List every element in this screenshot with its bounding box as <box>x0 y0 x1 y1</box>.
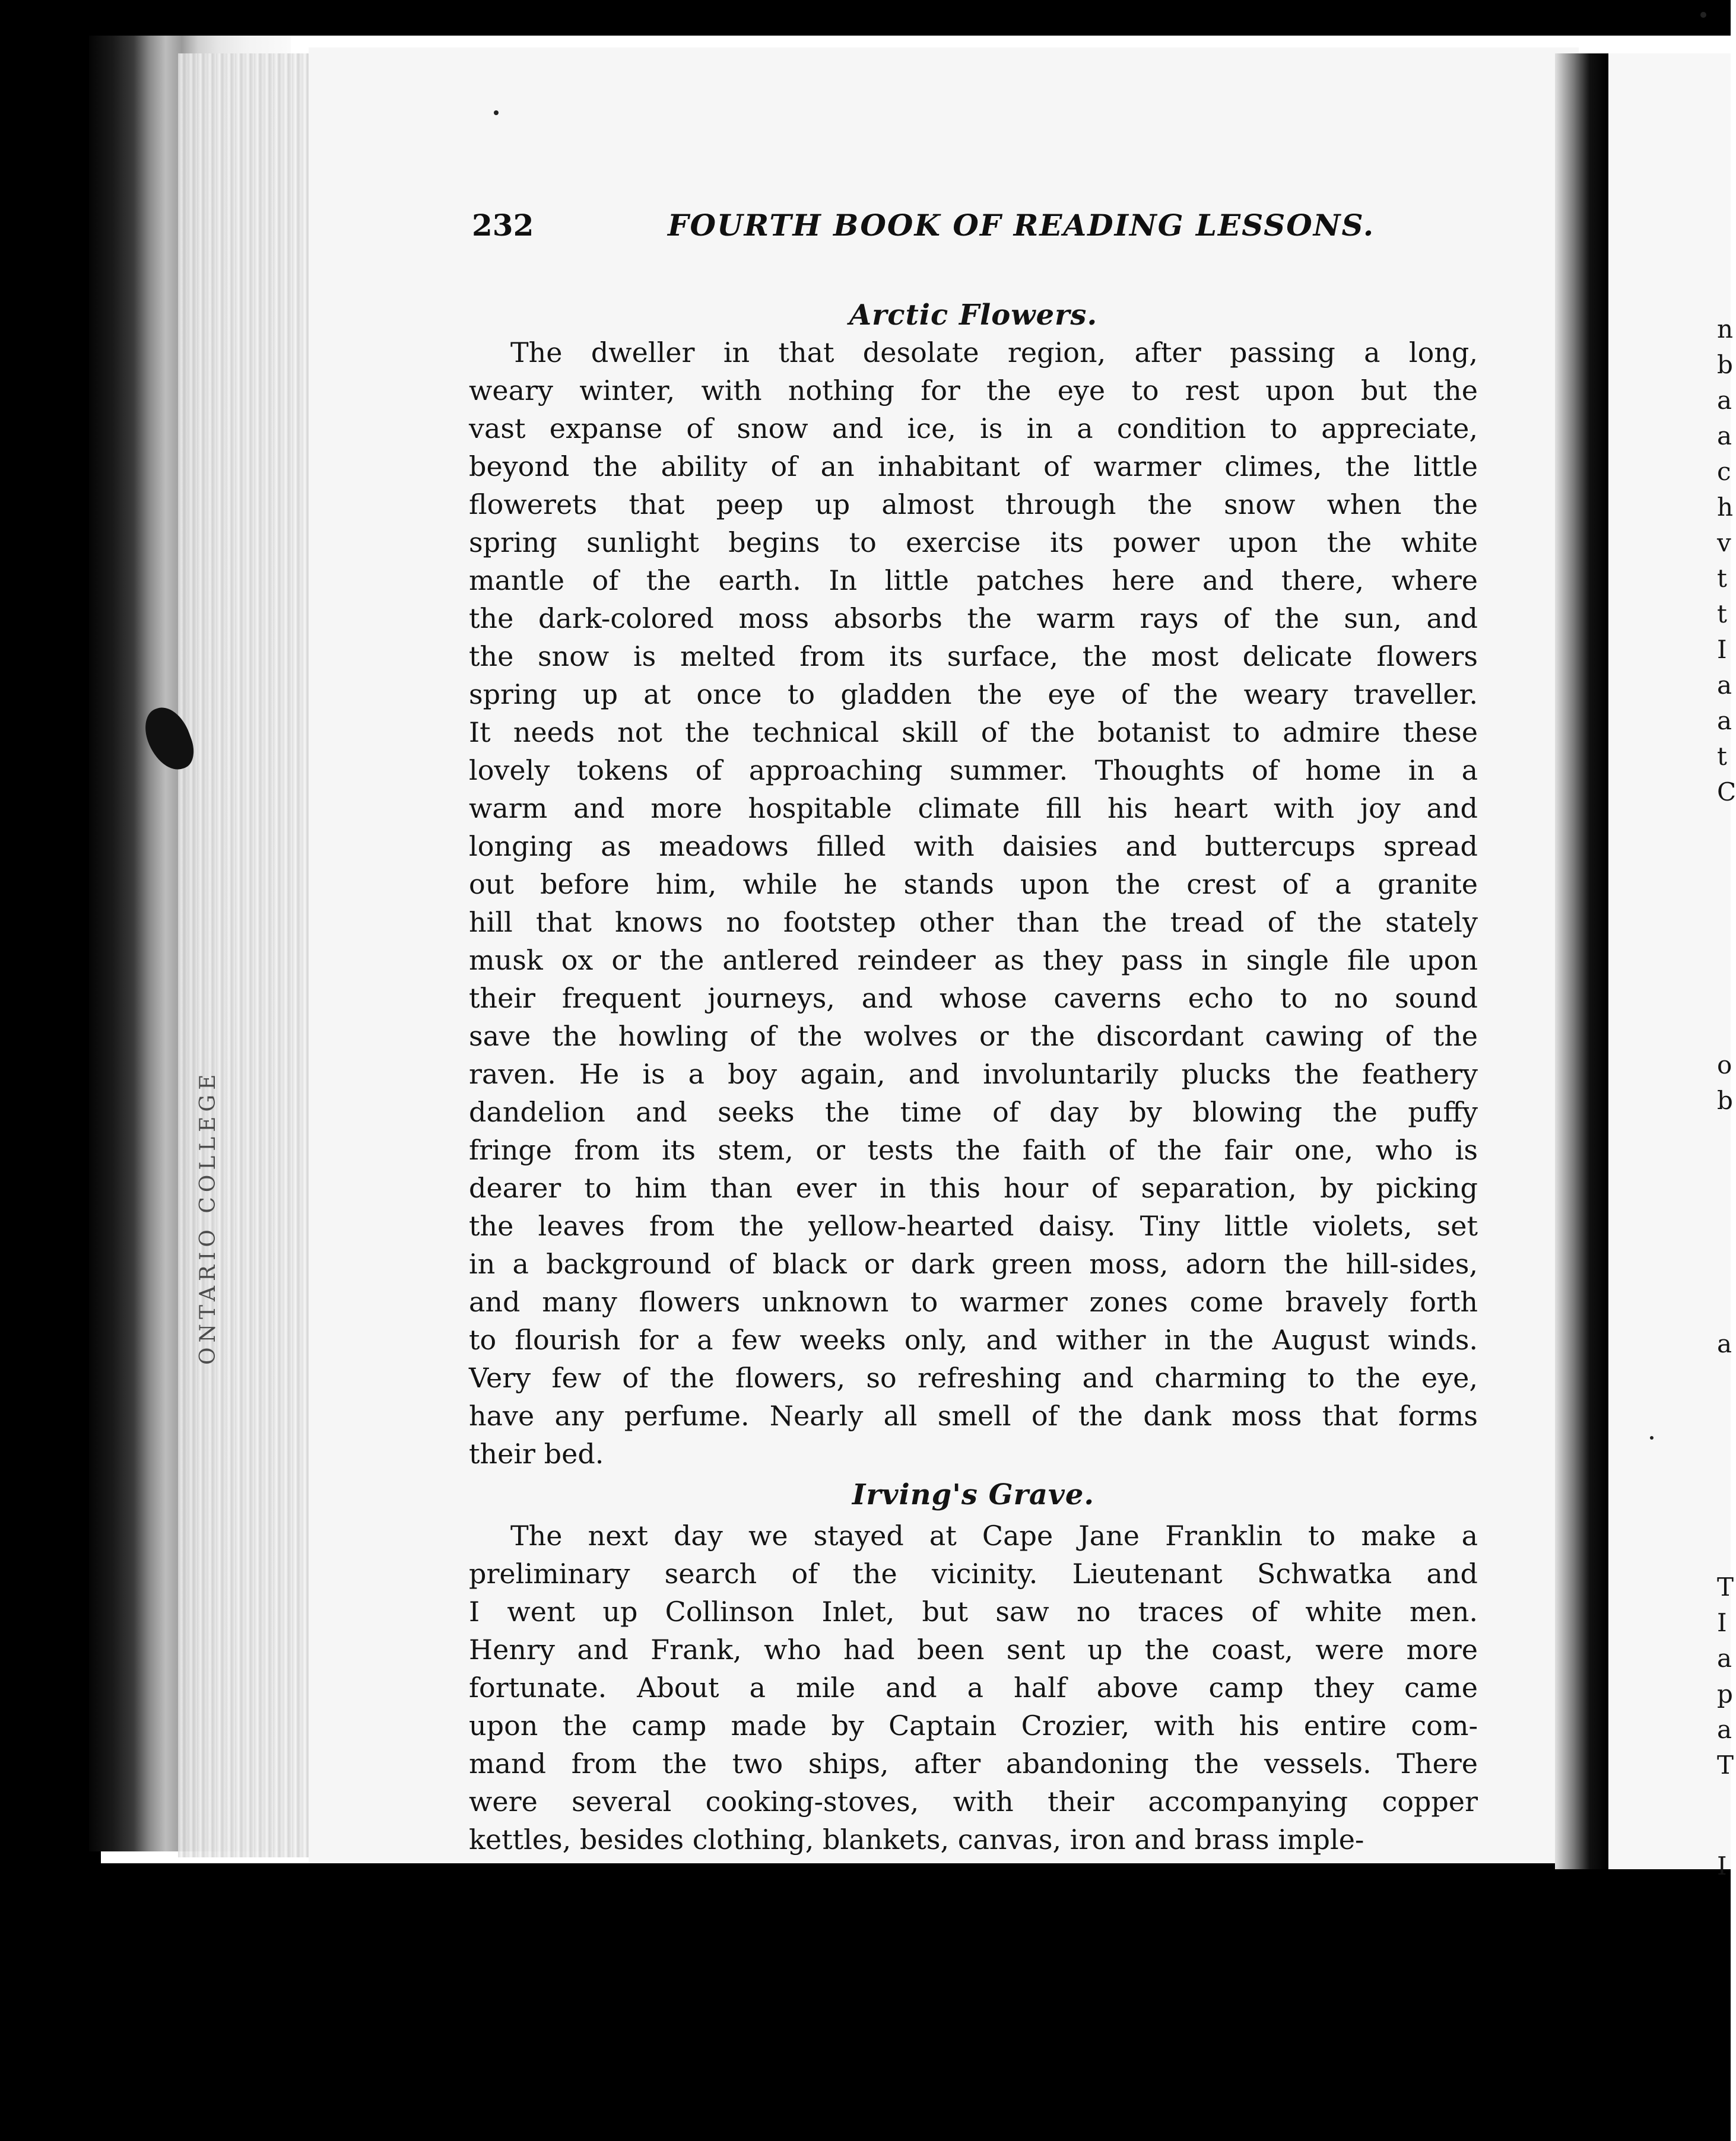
text-line: musk ox or the antlered reindeer as they pass in single file upon <box>469 944 1478 976</box>
text-line: fringe from its stem, or tests the faith of the fair one, who is <box>469 1134 1478 1166</box>
text-line: out before him, while he stands upon the crest of a granite <box>469 868 1478 900</box>
text-line: lovely tokens of approaching summer. Thoughts of home in a <box>469 754 1478 786</box>
section-arctic-flowers <box>469 333 1478 1473</box>
text-line: hill that knows no footstep other than the tread of the stately <box>469 906 1478 938</box>
text-line: in a background of black or dark green moss, adorn the hill-sides, <box>469 1248 1478 1280</box>
text-line: save the howling of the wolves or the discordant cawing of the <box>469 1020 1478 1052</box>
text-line: their bed. <box>469 1438 604 1470</box>
text-line: beyond the ability of an inhabitant of warmer climes, the little <box>469 450 1478 482</box>
text-line: Henry and Frank, who had been sent up the coast, were more <box>469 1634 1478 1666</box>
text-line: the dark-colored moss absorbs the warm rays of the sun, and <box>469 602 1478 634</box>
text-line: have any perfume. Nearly all smell of the dank moss that forms <box>469 1400 1478 1432</box>
facing-page-letter: b <box>1717 350 1733 379</box>
running-head <box>472 208 1375 249</box>
text-line: vast expanse of snow and ice, is in a condition to appreciate, <box>469 412 1478 444</box>
scan-border-top <box>0 0 1731 36</box>
section-heading-arctic-flowers: Arctic Flowers. <box>849 298 1098 332</box>
facing-page-letter: a <box>1717 421 1732 450</box>
gutter-shadow <box>1555 53 1608 1869</box>
facing-page <box>1608 53 1734 1869</box>
text-line: spring sunlight begins to exercise its power upon the white <box>469 526 1478 558</box>
facing-page-letter: a <box>1717 706 1732 735</box>
text-line: the snow is melted from its surface, the most delicate flowers <box>469 640 1478 672</box>
text-line: dearer to him than ever in this hour of separation, by picking <box>469 1172 1478 1204</box>
page-number: 232 <box>472 208 534 243</box>
page-edges <box>178 53 315 1857</box>
facing-page-letter: p <box>1717 1679 1733 1708</box>
text-line: The next day we stayed at Cape Jane Franklin to make a <box>510 1520 1478 1552</box>
facing-page-letter: n <box>1717 315 1734 344</box>
facing-page-letter: I <box>1717 1608 1727 1637</box>
text-line: dandelion and seeks the time of day by blowing the puffy <box>469 1096 1478 1128</box>
facing-page-letter: t <box>1717 742 1727 771</box>
text-line: and many flowers unknown to warmer zones come bravely forth <box>469 1286 1478 1318</box>
text-line: flowerets that peep up almost through the snow when the <box>469 488 1478 520</box>
scan-border-left <box>0 0 101 2141</box>
text-line: fortunate. About a mile and a half above camp they came <box>469 1672 1478 1704</box>
text-line: weary winter, with nothing for the eye to rest upon but the <box>469 374 1478 406</box>
text-line: The dweller in that desolate region, after passing a long, <box>510 336 1478 369</box>
facing-page-letter: T <box>1717 1573 1734 1602</box>
facing-page-letter: T <box>1717 1751 1734 1780</box>
facing-page-letter: a <box>1717 1644 1732 1673</box>
dust-speck <box>494 110 499 115</box>
text-line: mand from the two ships, after abandoning the vessels. There <box>469 1748 1478 1780</box>
spine-label <box>196 1341 220 1365</box>
text-line: were several cooking-stoves, with their accompanying copper <box>469 1786 1478 1818</box>
dust-speck <box>1650 1436 1654 1440</box>
text-line: kettles, besides clothing, blankets, canvas, iron and brass imple- <box>469 1824 1364 1856</box>
facing-page-letter: a <box>1717 1329 1732 1358</box>
dust-speck <box>1700 12 1706 18</box>
facing-page-letter: v <box>1717 528 1731 557</box>
facing-page-letter: I <box>1717 1851 1727 1880</box>
facing-page-letter: c <box>1717 457 1731 486</box>
text-line: raven. He is a boy again, and involuntarily plucks the feathery <box>469 1058 1478 1090</box>
text-line: It needs not the technical skill of the botanist to admire these <box>469 716 1478 748</box>
text-line: preliminary search of the vicinity. Lieutenant Schwatka and <box>469 1558 1478 1590</box>
text-line: upon the camp made by Captain Crozier, with his entire com- <box>469 1710 1478 1742</box>
facing-page-letter: I <box>1717 635 1727 664</box>
facing-page-letter: a <box>1717 1715 1732 1744</box>
text-line: longing as meadows filled with daisies and buttercups spread <box>469 830 1478 862</box>
text-line: the leaves from the yellow-hearted daisy. Tiny little violets, set <box>469 1210 1478 1242</box>
text-line: to flourish for a few weeks only, and wither in the August winds. <box>469 1324 1478 1356</box>
facing-page-letter: C <box>1717 777 1736 806</box>
text-line: mantle of the earth. In little patches here and there, where <box>469 564 1478 596</box>
running-title: FOURTH BOOK OF READING LESSONS. <box>668 208 1375 243</box>
text-line: their frequent journeys, and whose caverns echo to no sound <box>469 982 1478 1014</box>
facing-page-letter: b <box>1717 1086 1733 1115</box>
facing-page-letter: a <box>1717 671 1732 700</box>
facing-page-letter: h <box>1717 493 1734 522</box>
section-heading-irvings-grave: Irving's Grave. <box>852 1478 1095 1511</box>
text-line: Very few of the flowers, so refreshing and charming to the eye, <box>469 1362 1478 1394</box>
facing-page-letter: o <box>1717 1050 1732 1079</box>
text-line: warm and more hospitable climate fill his heart with joy and <box>469 792 1478 824</box>
facing-page-letter: t <box>1717 564 1727 593</box>
text-line: spring up at once to gladden the eye of the weary traveller. <box>469 678 1478 710</box>
section-irvings-grave <box>469 1517 1478 1859</box>
facing-page-letter: t <box>1717 599 1727 628</box>
scan-border-bottom <box>0 1863 1731 2141</box>
facing-page-letter: a <box>1717 386 1732 415</box>
facing-page-fragments <box>1717 0 1736 2141</box>
page-body <box>469 297 1478 1859</box>
text-line: I went up Collinson Inlet, but saw no traces of white men. <box>469 1596 1478 1628</box>
